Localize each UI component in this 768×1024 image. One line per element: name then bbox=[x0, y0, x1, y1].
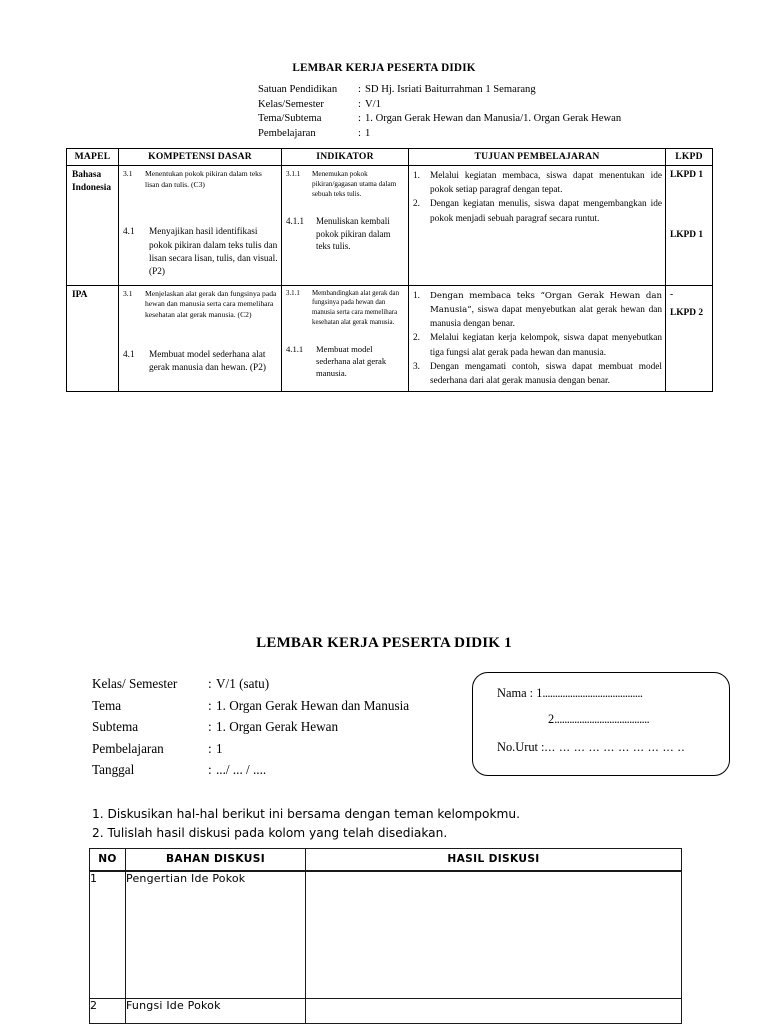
meta-label: Kelas/ Semester bbox=[92, 676, 178, 691]
tujuan-number: 3. bbox=[413, 361, 420, 372]
column-header-no: NO bbox=[89, 848, 125, 871]
meta-row bbox=[92, 673, 409, 695]
instruction-item: 1. Diskusikan hal-hal berikut ini bersama dengan teman kelompokmu. bbox=[92, 807, 520, 821]
tujuan-number: 1. bbox=[413, 290, 420, 301]
column-header-lkpd: LKPD bbox=[666, 149, 713, 166]
kd-number: 3.1 bbox=[123, 288, 133, 298]
meta-row bbox=[92, 738, 409, 760]
tujuan-item bbox=[413, 360, 662, 388]
meta-separator: : bbox=[358, 84, 361, 95]
tujuan-number: 2. bbox=[413, 199, 420, 210]
column-header-tujuan-pembelajaran: TUJUAN PEMBELAJARAN bbox=[409, 149, 666, 166]
discussion-table bbox=[89, 848, 682, 1024]
meta-row bbox=[92, 716, 409, 738]
indikator-text: Membuat model sederhana alat gerak manusia. bbox=[316, 344, 387, 379]
nama-line-2[interactable] bbox=[497, 711, 719, 728]
meta-row bbox=[258, 112, 621, 127]
cell-mapel bbox=[67, 285, 119, 391]
meta-value: V/1 bbox=[365, 98, 381, 110]
tujuan-number: 2. bbox=[413, 333, 420, 344]
column-header-hasil-diskusi: HASIL DISKUSI bbox=[305, 848, 682, 871]
indikator-number: 4.1.1 bbox=[286, 344, 304, 355]
cell-no: 1 bbox=[89, 871, 125, 998]
meta-row bbox=[258, 98, 621, 113]
nama-line-1[interactable] bbox=[497, 685, 719, 702]
kompetensi-dasar-table bbox=[66, 148, 713, 392]
header-meta-block bbox=[258, 83, 621, 141]
meta-value: 1 bbox=[365, 127, 371, 139]
indikator-item bbox=[286, 289, 405, 327]
meta-separator: : bbox=[358, 98, 361, 110]
nama-label: Nama : 1 bbox=[497, 686, 543, 700]
cell-lkpd bbox=[666, 285, 713, 391]
tujuan-text-rest: , siswa dapat menyebutkan alat gerak hewan dan manusia dengan benar. bbox=[430, 305, 662, 330]
spacer bbox=[123, 323, 278, 349]
tujuan-text: Dengan mengamati contoh, siswa dapat membuat model sederhana dari alat gerak manusia dengan benar. bbox=[430, 361, 662, 387]
column-header-bahan-diskusi: BAHAN DISKUSI bbox=[125, 848, 305, 871]
indikator-item bbox=[286, 215, 405, 253]
meta-row bbox=[258, 127, 621, 142]
meta-separator: : bbox=[208, 719, 212, 735]
meta-label: Subtema bbox=[92, 719, 139, 735]
nourut-label: No.Urut : bbox=[497, 740, 545, 754]
meta-value: SD Hj. Isriati Baiturrahman 1 Semarang bbox=[365, 84, 536, 95]
tujuan-item bbox=[413, 169, 662, 197]
kd-text: Menyajikan hasil identifikasi pokok pikiran dalam teks tulis dan lisan secara lisan, tulis, dan visual. (P2) bbox=[149, 227, 278, 278]
lkpd1-meta-block bbox=[92, 673, 409, 781]
cell-bahan-diskusi: Fungsi Ide Pokok bbox=[125, 998, 305, 1024]
lkpd-badge: LKPD 1 bbox=[670, 230, 704, 240]
table-row bbox=[67, 285, 713, 391]
kd-number: 3.1 bbox=[123, 169, 133, 178]
meta-label: Tanggal bbox=[92, 762, 135, 778]
meta-separator: : bbox=[358, 113, 361, 125]
nourut-fill-line: ... ... ... ... ... ... ... ... ... .. bbox=[544, 740, 686, 754]
tujuan-text-lead: Dengan membaca teks “Organ Gerak Hewan dan Manusia” bbox=[430, 290, 662, 316]
tujuan-text: Dengan kegiatan menulis, siswa dapat mengembangkan ide pokok menjadi sebuah paragraf secara runtut. bbox=[430, 199, 662, 224]
meta-value: 1. Organ Gerak Hewan dan Manusia bbox=[216, 697, 410, 713]
indikator-number: 3.1.1 bbox=[286, 289, 300, 297]
kd-text: Membuat model sederhana alat gerak manusia dan hewan. (P2) bbox=[149, 349, 266, 373]
nama-fill-line-1: ........................................ bbox=[542, 686, 643, 700]
tujuan-item bbox=[413, 289, 662, 332]
table-row bbox=[89, 871, 682, 998]
kd-item bbox=[123, 289, 278, 321]
meta-value: 1. Organ Gerak Hewan bbox=[216, 719, 339, 735]
indikator-number: 3.1.1 bbox=[286, 170, 301, 178]
meta-value: 1. Organ Gerak Hewan dan Manusia/1. Organ Gerak Hewan bbox=[365, 113, 622, 125]
cell-tujuan-pembelajaran bbox=[409, 166, 666, 286]
spacer bbox=[286, 329, 405, 343]
cell-mapel bbox=[67, 166, 119, 286]
kd-number: 4.1 bbox=[123, 227, 135, 238]
cell-hasil-diskusi[interactable] bbox=[305, 998, 682, 1024]
lkpd-badge: LKPD 1 bbox=[670, 170, 704, 180]
cell-lkpd bbox=[666, 166, 713, 286]
student-name-box[interactable] bbox=[472, 672, 730, 776]
table-header-row bbox=[89, 848, 682, 871]
lkpd-badge: - bbox=[670, 289, 674, 300]
cell-hasil-diskusi[interactable] bbox=[305, 871, 682, 998]
kd-item bbox=[123, 226, 278, 280]
tujuan-item bbox=[413, 331, 662, 359]
column-header-kompetensi-dasar: KOMPETENSI DASAR bbox=[119, 149, 282, 166]
meta-value: 1 bbox=[216, 740, 223, 756]
meta-label: Tema/Subtema bbox=[258, 113, 322, 125]
kd-item bbox=[123, 349, 278, 376]
meta-label: Kelas/Semester bbox=[258, 98, 324, 110]
indikator-text: Menuliskan kembali pokok pikiran dalam teks tulis. bbox=[316, 216, 391, 252]
meta-separator: : bbox=[208, 676, 212, 691]
meta-separator: : bbox=[358, 127, 361, 139]
column-header-mapel: MAPEL bbox=[67, 149, 119, 166]
nama-line-2-number: 2 bbox=[548, 712, 555, 726]
tujuan-item bbox=[413, 197, 662, 225]
mapel-label: Bahasa Indonesia bbox=[72, 170, 112, 193]
nama-fill-line-2: ...................................... bbox=[554, 712, 650, 726]
kd-item bbox=[123, 169, 278, 190]
column-header-indikator: INDIKATOR bbox=[282, 149, 409, 166]
spacer bbox=[286, 201, 405, 215]
cell-indikator bbox=[282, 166, 409, 286]
table-row bbox=[67, 166, 713, 286]
meta-value: V/1 (satu) bbox=[216, 676, 270, 691]
cell-bahan-diskusi: Pengertian Ide Pokok bbox=[125, 871, 305, 998]
tujuan-text: Melalui kegiatan kerja kelompok, siswa dapat menyebutkan tiga fungsi alat gerak pada hewan dan manusia. bbox=[430, 333, 662, 358]
spacer bbox=[666, 182, 712, 226]
meta-label: Tema bbox=[92, 697, 122, 713]
tujuan-text: Melalui kegiatan membaca, siswa dapat menentukan ide pokok setiap paragraf dengan tepat. bbox=[430, 171, 662, 196]
meta-separator: : bbox=[208, 697, 212, 713]
instruction-item: 2. Tulislah hasil diskusi pada kolom yang telah disediakan. bbox=[92, 826, 448, 841]
indikator-item bbox=[286, 169, 405, 199]
meta-value: .../ ... / .... bbox=[216, 762, 267, 778]
indikator-text: Menemukan pokok pikiran/gagasan utama dalam sebuah teks tulis. bbox=[312, 170, 397, 198]
kd-text: Menjelaskan alat gerak dan fungsinya pada hewan dan manusia serta cara memelihara kesehatan alat gerak manusia. (C2) bbox=[145, 288, 277, 319]
meta-label: Pembelajaran bbox=[258, 127, 316, 139]
tujuan-text bbox=[430, 289, 662, 332]
kd-number: 4.1 bbox=[123, 349, 135, 360]
meta-label: Satuan Pendidikan bbox=[258, 84, 338, 95]
lkpd1-title: LEMBAR KERJA PESERTA DIDIK 1 bbox=[256, 635, 512, 651]
meta-separator: : bbox=[208, 740, 212, 756]
table-row bbox=[89, 998, 682, 1024]
cell-no: 2 bbox=[89, 998, 125, 1024]
indikator-item bbox=[286, 343, 405, 379]
cell-kompetensi-dasar bbox=[119, 285, 282, 391]
table-header-row bbox=[67, 149, 713, 166]
lkpd-badge: LKPD 2 bbox=[670, 307, 704, 318]
meta-row bbox=[258, 83, 621, 98]
document-title: LEMBAR KERJA PESERTA DIDIK bbox=[292, 62, 476, 74]
spacer bbox=[123, 192, 278, 226]
nourut-line[interactable] bbox=[497, 739, 719, 756]
instructions-block bbox=[92, 805, 520, 844]
kd-text: Menentukan pokok pikiran dalam teks lisan dan tulis. (C3) bbox=[145, 169, 262, 189]
mapel-label: IPA bbox=[72, 289, 88, 300]
tujuan-number: 1. bbox=[413, 171, 420, 181]
meta-row bbox=[92, 759, 409, 781]
cell-indikator bbox=[282, 285, 409, 391]
meta-row bbox=[92, 695, 409, 717]
meta-label: Pembelajaran bbox=[92, 740, 164, 756]
cell-kompetensi-dasar bbox=[119, 166, 282, 286]
indikator-text: Membandingkan alat gerak dan fungsinya pada hewan dan manusia serta cara memelihara kesehatan alat gerak manusia. bbox=[312, 289, 400, 326]
meta-separator: : bbox=[208, 762, 212, 778]
indikator-number: 4.1.1 bbox=[286, 216, 304, 226]
cell-tujuan-pembelajaran bbox=[409, 285, 666, 391]
